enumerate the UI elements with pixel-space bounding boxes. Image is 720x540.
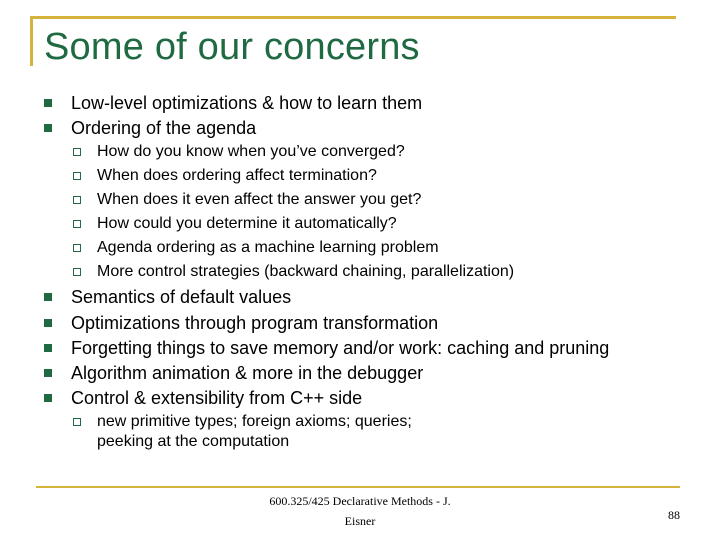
sub-list-item-text: How do you know when you’ve converged? [97, 143, 405, 160]
sub-list-item-text: Agenda ordering as a machine learning problem [97, 239, 439, 256]
sub-list-item-text: When does ordering affect termination? [97, 167, 377, 184]
square-bullet-icon [44, 293, 52, 301]
sub-list-item-text: new primitive types; foreign axioms; queries; [97, 413, 412, 430]
title-frame-top-rule [30, 16, 676, 19]
title-frame-left-rule [30, 16, 33, 66]
footer-rule [36, 486, 680, 488]
hollow-square-bullet-icon [73, 418, 81, 426]
hollow-square-bullet-icon [73, 196, 81, 204]
list-item-text: Control & extensibility from C++ side [71, 388, 363, 408]
hollow-square-bullet-icon [73, 148, 81, 156]
square-bullet-icon [44, 344, 52, 352]
square-bullet-icon [44, 124, 52, 132]
list-item-text: Ordering of the agenda [71, 118, 257, 138]
sub-list-item-text: peeking at the computation [97, 433, 290, 450]
list-item-text: Optimizations through program transformation [71, 313, 439, 333]
footer-citation [255, 491, 465, 531]
list-item-text: Low-level optimizations & how to learn them [71, 93, 423, 113]
list-item-text: Forgetting things to save memory and/or work: caching and pruning [71, 338, 610, 358]
square-bullet-icon [44, 394, 52, 402]
hollow-square-bullet-icon [73, 172, 81, 180]
square-bullet-icon [44, 369, 52, 377]
page-number: 88 [668, 508, 680, 522]
square-bullet-icon [44, 99, 52, 107]
footer-line-2: Eisner [344, 514, 376, 528]
hollow-square-bullet-icon [73, 268, 81, 276]
hollow-square-bullet-icon [73, 220, 81, 228]
slide-title: Some of our concerns [44, 26, 420, 68]
square-bullet-icon [44, 319, 52, 327]
sub-list-item-text: More control strategies (backward chaining, parallelization) [97, 263, 515, 280]
sub-list-item-text: When does it even affect the answer you get? [97, 191, 422, 208]
list-item-text: Algorithm animation & more in the debugger [71, 363, 424, 383]
list-item-text: Semantics of default values [71, 287, 292, 307]
hollow-square-bullet-icon [73, 244, 81, 252]
footer-line-1: 600.325/425 Declarative Methods - J. [269, 494, 451, 508]
sub-list-item-text: How could you determine it automatically? [97, 215, 397, 232]
